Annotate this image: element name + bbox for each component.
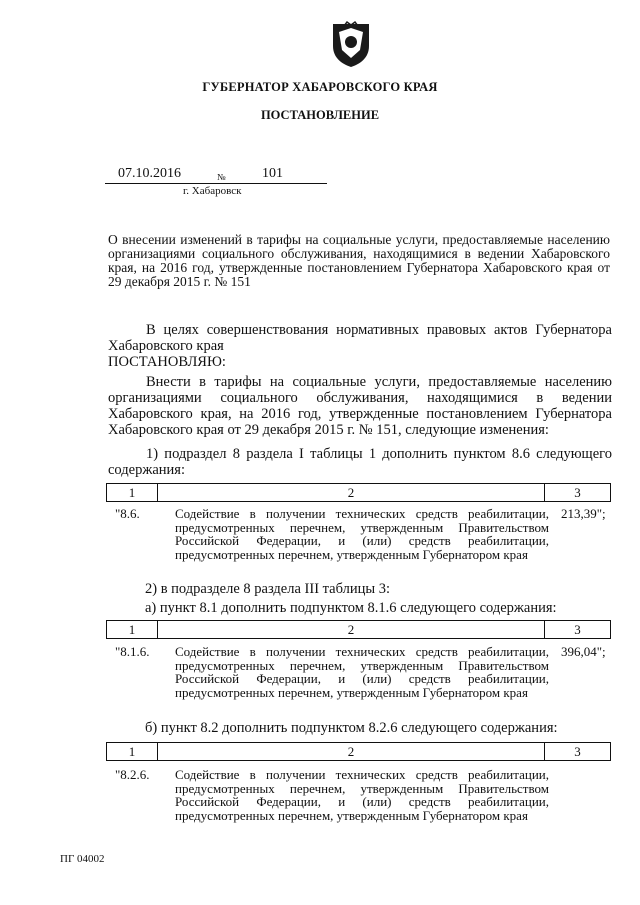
- table-header-cell: 2: [158, 621, 545, 639]
- row-number: "8.2.6.: [115, 767, 150, 782]
- item-1-paragraph: 1) подраздел 8 раздела I таблицы 1 дополнить пунктом 8.6 следующего содержания:: [108, 446, 612, 478]
- table-header-cell: 3: [545, 743, 611, 761]
- table-header-2: [106, 620, 611, 639]
- coat-of-arms-emblem: [330, 20, 372, 68]
- table-header-cell: 2: [158, 743, 545, 761]
- row-description: Содействие в получении технических средств реабилитации, предусмотренных перечнем, утвержденным Правительством Российской Федерации, и (или) средств реабилитации, предусмотренных перечнем, утвержденным Губернатором края: [175, 644, 549, 700]
- table-row: [115, 768, 615, 838]
- row-price: 213,39";: [561, 506, 606, 521]
- item-2a-paragraph: а) пункт 8.1 дополнить подпунктом 8.1.6 следующего содержания:: [145, 600, 557, 616]
- table-header-cell: 1: [107, 621, 158, 639]
- main-paragraph: Внести в тарифы на социальные услуги, предоставляемые населению организациями социального обслуживания, находящимися в ведении Хабаровского края, на 2016 год, утвержденные постановлением Губернатора Хабаровского края от 29 декабря 2015 г. № 151, следующие изменения:: [108, 374, 612, 438]
- decree-word: ПОСТАНОВЛЯЮ:: [108, 354, 226, 370]
- table-header-1: [106, 483, 611, 502]
- city-label: г. Хабаровск: [183, 185, 242, 197]
- row-description: Содействие в получении технических средств реабилитации, предусмотренных перечнем, утвержденным Правительством Российской Федерации, и (или) средств реабилитации, предусмотренных перечнем, утвержденным Губернатором края: [175, 506, 549, 562]
- document-number: 101: [262, 166, 283, 181]
- table-row: [115, 507, 615, 577]
- row-number: "8.6.: [115, 506, 140, 521]
- table-header-cell: 2: [158, 484, 545, 502]
- table-row: [115, 645, 615, 715]
- organization-title: ГУБЕРНАТОР ХАБАРОВСКОГО КРАЯ: [202, 80, 438, 94]
- row-price: 396,04";: [561, 644, 606, 659]
- document-type-title: ПОСТАНОВЛЕНИЕ: [260, 108, 380, 122]
- table-header-3: [106, 742, 611, 761]
- table-header-cell: 1: [107, 484, 158, 502]
- form-code: ПГ 04002: [60, 853, 105, 865]
- row-number: "8.1.6.: [115, 644, 150, 659]
- preamble-paragraph: В целях совершенствования нормативных правовых актов Губернатора Хабаровского края: [108, 322, 612, 354]
- table-header-cell: 1: [107, 743, 158, 761]
- document-date: 07.10.2016: [118, 166, 181, 181]
- item-2b-paragraph: б) пункт 8.2 дополнить подпунктом 8.2.6 следующего содержания:: [145, 720, 558, 736]
- document-subject: О внесении изменений в тарифы на социальные услуги, предоставляемые населению организациями социального обслуживания, находящимися в ведении Хабаровского края, на 2016 год, утвержденные постановлением Губернатора Хабаровского края от 29 декабря 2015 г. № 151: [108, 232, 610, 289]
- number-sign: №: [217, 172, 226, 182]
- table-header-cell: 3: [545, 484, 611, 502]
- item-2-paragraph: 2) в подразделе 8 раздела III таблицы 3:: [145, 581, 391, 597]
- table-header-cell: 3: [545, 621, 611, 639]
- row-description: Содействие в получении технических средств реабилитации, предусмотренных перечнем, утвержденным Правительством Российской Федерации, и (или) средств реабилитации, предусмотренных перечнем, утвержденным Губернатором края: [175, 767, 549, 823]
